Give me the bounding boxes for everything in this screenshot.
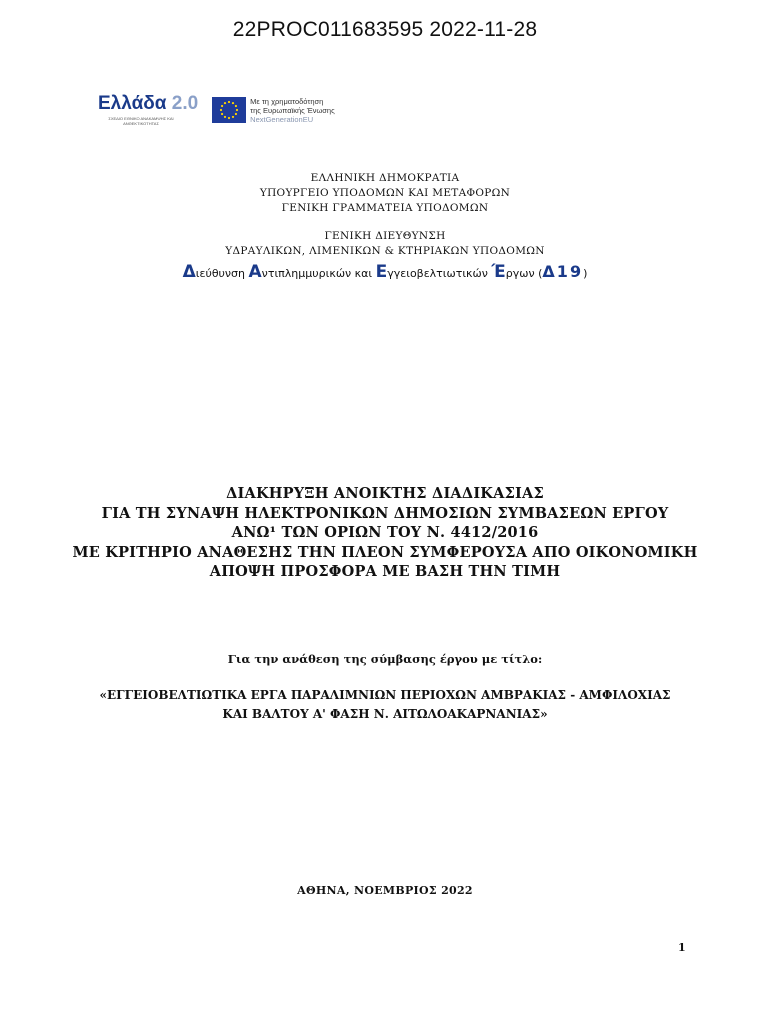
- eu-line-1: Με τη χρηματοδότηση: [250, 96, 324, 106]
- ellada-subtitle: ΣΧΕΔΙΟ ΕΘΝΙΚΟ ΑΝΑΚΑΜΨΗΣ ΚΑΙ ΑΝΘΕΚΤΙΚΟΤΗΤΑΣ: [108, 116, 174, 126]
- directorate-word-2: ντιπλημμυρικών και: [261, 267, 373, 280]
- directorate-initial-1: Δ: [182, 262, 196, 282]
- project-line-1: «ΕΓΓΕΙΟΒΕΛΤΙΩΤΙΚΑ ΕΡΓΑ ΠΑΡΑΛΙΜΝΙΩΝ ΠΕΡΙΟΧΩΝ ΑΜΒΡΑΚΙΑΣ - ΑΜΦΙΛΟΧΙΑΣ: [99, 688, 671, 702]
- ellada-word: Ελλάδα: [98, 93, 167, 114]
- eu-line-3: NextGenerationEU: [250, 114, 314, 124]
- eu-star: [224, 102, 226, 104]
- eu-star: [220, 109, 222, 111]
- org-line-5: ΥΔΡΑΥΛΙΚΩΝ, ΛΙΜΕΝΙΚΩΝ & ΚΤΗΡΙΑΚΩΝ ΥΠΟΔΟΜΩΝ: [225, 245, 545, 257]
- org-line-4: ΓΕΝΙΚΗ ΔΙΕΥΘΥΝΣΗ: [324, 230, 446, 242]
- eu-star: [235, 105, 237, 107]
- ellada-version: 2.0: [171, 93, 199, 114]
- title-line-4: ΜΕ ΚΡΙΤΗΡΙΟ ΑΝΑΘΕΣΗΣ ΤΗΝ ΠΛΕΟΝ ΣΥΜΦΕΡΟΥΣΑ ΑΠΟ ΟΙΚΟΝΟΜΙΚΗ: [72, 543, 698, 561]
- place-date: ΑΘΗΝΑ, ΝΟΕΜΒΡΙΟΣ 2022: [297, 884, 473, 897]
- eu-star: [224, 116, 226, 118]
- document-id: 22PROC011683595 2022-11-28: [232, 18, 538, 41]
- ellada-2-0-logo: [98, 94, 198, 126]
- eu-star: [236, 109, 238, 111]
- eu-star: [221, 105, 223, 107]
- directorate-name: [0, 262, 770, 282]
- eu-star: [228, 117, 230, 119]
- directorate-word-1: ιεύθυνση: [195, 267, 245, 280]
- eu-funding-logo: [212, 97, 335, 124]
- title-line-5: ΑΠΟΨΗ ΠΡΟΣΦΟΡΑ ΜΕ ΒΑΣΗ ΤΗΝ ΤΙΜΗ: [209, 563, 561, 580]
- eu-flag-icon: [212, 97, 246, 123]
- page-number: 1: [678, 941, 686, 954]
- title-line-3: ΑΝΩ¹ ΤΩΝ ΟΡΙΩΝ ΤΟΥ Ν. 4412/2016: [231, 524, 539, 541]
- directorate-initial-3: Ε: [375, 262, 388, 282]
- org-line-2: ΥΠΟΥΡΓΕΙΟ ΥΠΟΔΟΜΩΝ ΚΑΙ ΜΕΤΑΦΟΡΩΝ: [259, 187, 511, 199]
- directorate-word-3: γγειοβελτιωτικών: [387, 267, 488, 280]
- project-line-2: ΚΑΙ ΒΑΛΤΟΥ Α' ΦΑΣΗ Ν. ΑΙΤΩΛΟΑΚΑΡΝΑΝΙΑΣ»: [222, 707, 548, 721]
- intro-text: Για την ανάθεση της σύμβασης έργου με τίτλο:: [227, 652, 543, 666]
- eu-line-2: της Ευρωπαϊκής Ένωσης: [250, 105, 335, 115]
- directorate-close: ): [583, 267, 588, 280]
- eu-star: [232, 102, 234, 104]
- directorate-initial-2: Α: [248, 262, 262, 282]
- funding-logos: [98, 90, 335, 130]
- document-title: [0, 484, 770, 582]
- eu-star: [232, 116, 234, 118]
- org-line-3: ΓΕΝΙΚΗ ΓΡΑΜΜΑΤΕΙΑ ΥΠΟΔΟΜΩΝ: [281, 202, 489, 214]
- eu-star: [221, 113, 223, 115]
- title-line-1: ΔΙΑΚΗΡΥΞΗ ΑΝΟΙΚΤΗΣ ΔΙΑΔΙΚΑΣΙΑΣ: [226, 485, 544, 502]
- eu-star: [235, 113, 237, 115]
- directorate-word-4: ργων (: [505, 267, 543, 280]
- eu-star: [228, 101, 230, 103]
- org-line-1: ΕΛΛΗΝΙΚΗ ΔΗΜΟΚΡΑΤΙΑ: [310, 172, 460, 184]
- eu-stars-icon: [212, 97, 246, 123]
- project-title: [0, 686, 770, 724]
- directorate-initial-4: Έ: [491, 262, 506, 282]
- title-line-2: ΓΙΑ ΤΗ ΣΥΝΑΨΗ ΗΛΕΚΤΡΟΝΙΚΩΝ ΔΗΜΟΣΙΩΝ ΣΥΜΒΑΣΕΩΝ ΕΡΓΟΥ: [101, 504, 669, 522]
- directorate-code: Δ19: [542, 262, 584, 281]
